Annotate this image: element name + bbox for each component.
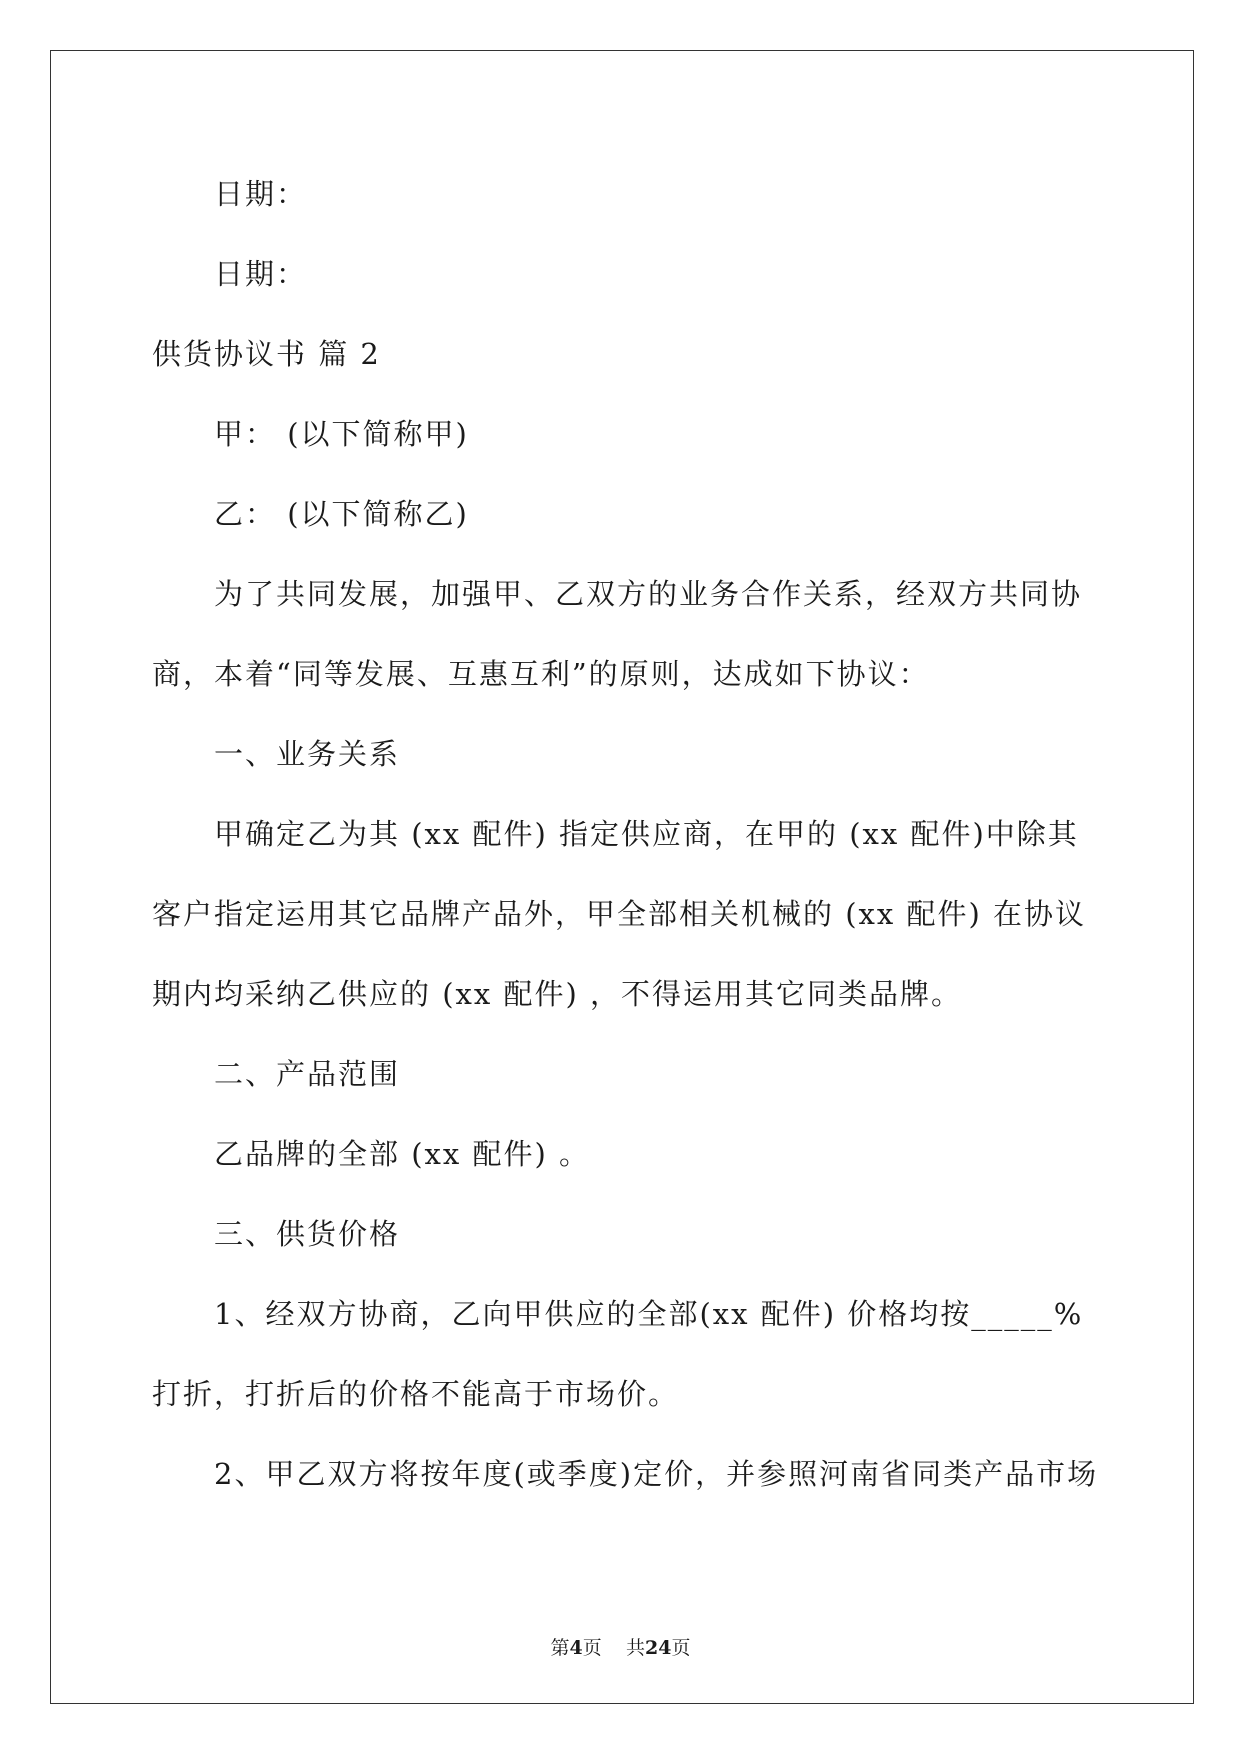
paragraph-price-1-line-2: 打折，打折后的价格不能高于市场价。 [152,1377,680,1411]
section-title: 供货协议书 篇 2 [152,337,381,371]
footer-page-prefix: 第 [550,1637,570,1659]
party-b-line: 乙： (以下简称乙) [214,497,469,531]
paragraph-intro-line-2: 商，本着“同等发展、互惠互利”的原则，达成如下协议： [152,657,930,691]
heading-product-scope: 二、产品范围 [214,1057,401,1091]
footer-total-pages: 24 [644,1637,672,1659]
footer-total-prefix: 共 [625,1637,645,1659]
paragraph-business-line-3: 期内均采纳乙供应的 (xx 配件) ，不得运用其它同类品牌。 [152,977,962,1011]
footer-page-suffix: 页 [582,1637,602,1659]
paragraph-price-1-line-1: 1、经双方协商，乙向甲供应的全部(xx 配件) 价格均按_____% [214,1297,1084,1331]
date-line-1: 日期： [214,177,308,211]
paragraph-intro-line-1: 为了共同发展，加强甲、乙双方的业务合作关系，经双方共同协 [214,577,1083,611]
heading-supply-price: 三、供货价格 [214,1217,401,1251]
party-a-line: 甲： (以下简称甲) [214,417,469,451]
footer-total-suffix: 页 [671,1637,691,1659]
paragraph-business-line-1: 甲确定乙为其 (xx 配件) 指定供应商，在甲的 (xx 配件)中除其 [214,817,1079,851]
page-footer [0,1636,1241,1660]
paragraph-price-2-line-1: 2、甲乙双方将按年度(或季度)定价，并参照河南省同类产品市场 [214,1457,1099,1491]
paragraph-product-scope: 乙品牌的全部 (xx 配件) 。 [214,1137,590,1171]
footer-page-number: 4 [569,1637,583,1659]
date-line-2: 日期： [214,257,308,291]
heading-business-relationship: 一、业务关系 [214,737,401,771]
paragraph-business-line-2: 客户指定运用其它品牌产品外，甲全部相关机械的 (xx 配件) 在协议 [152,897,1086,931]
